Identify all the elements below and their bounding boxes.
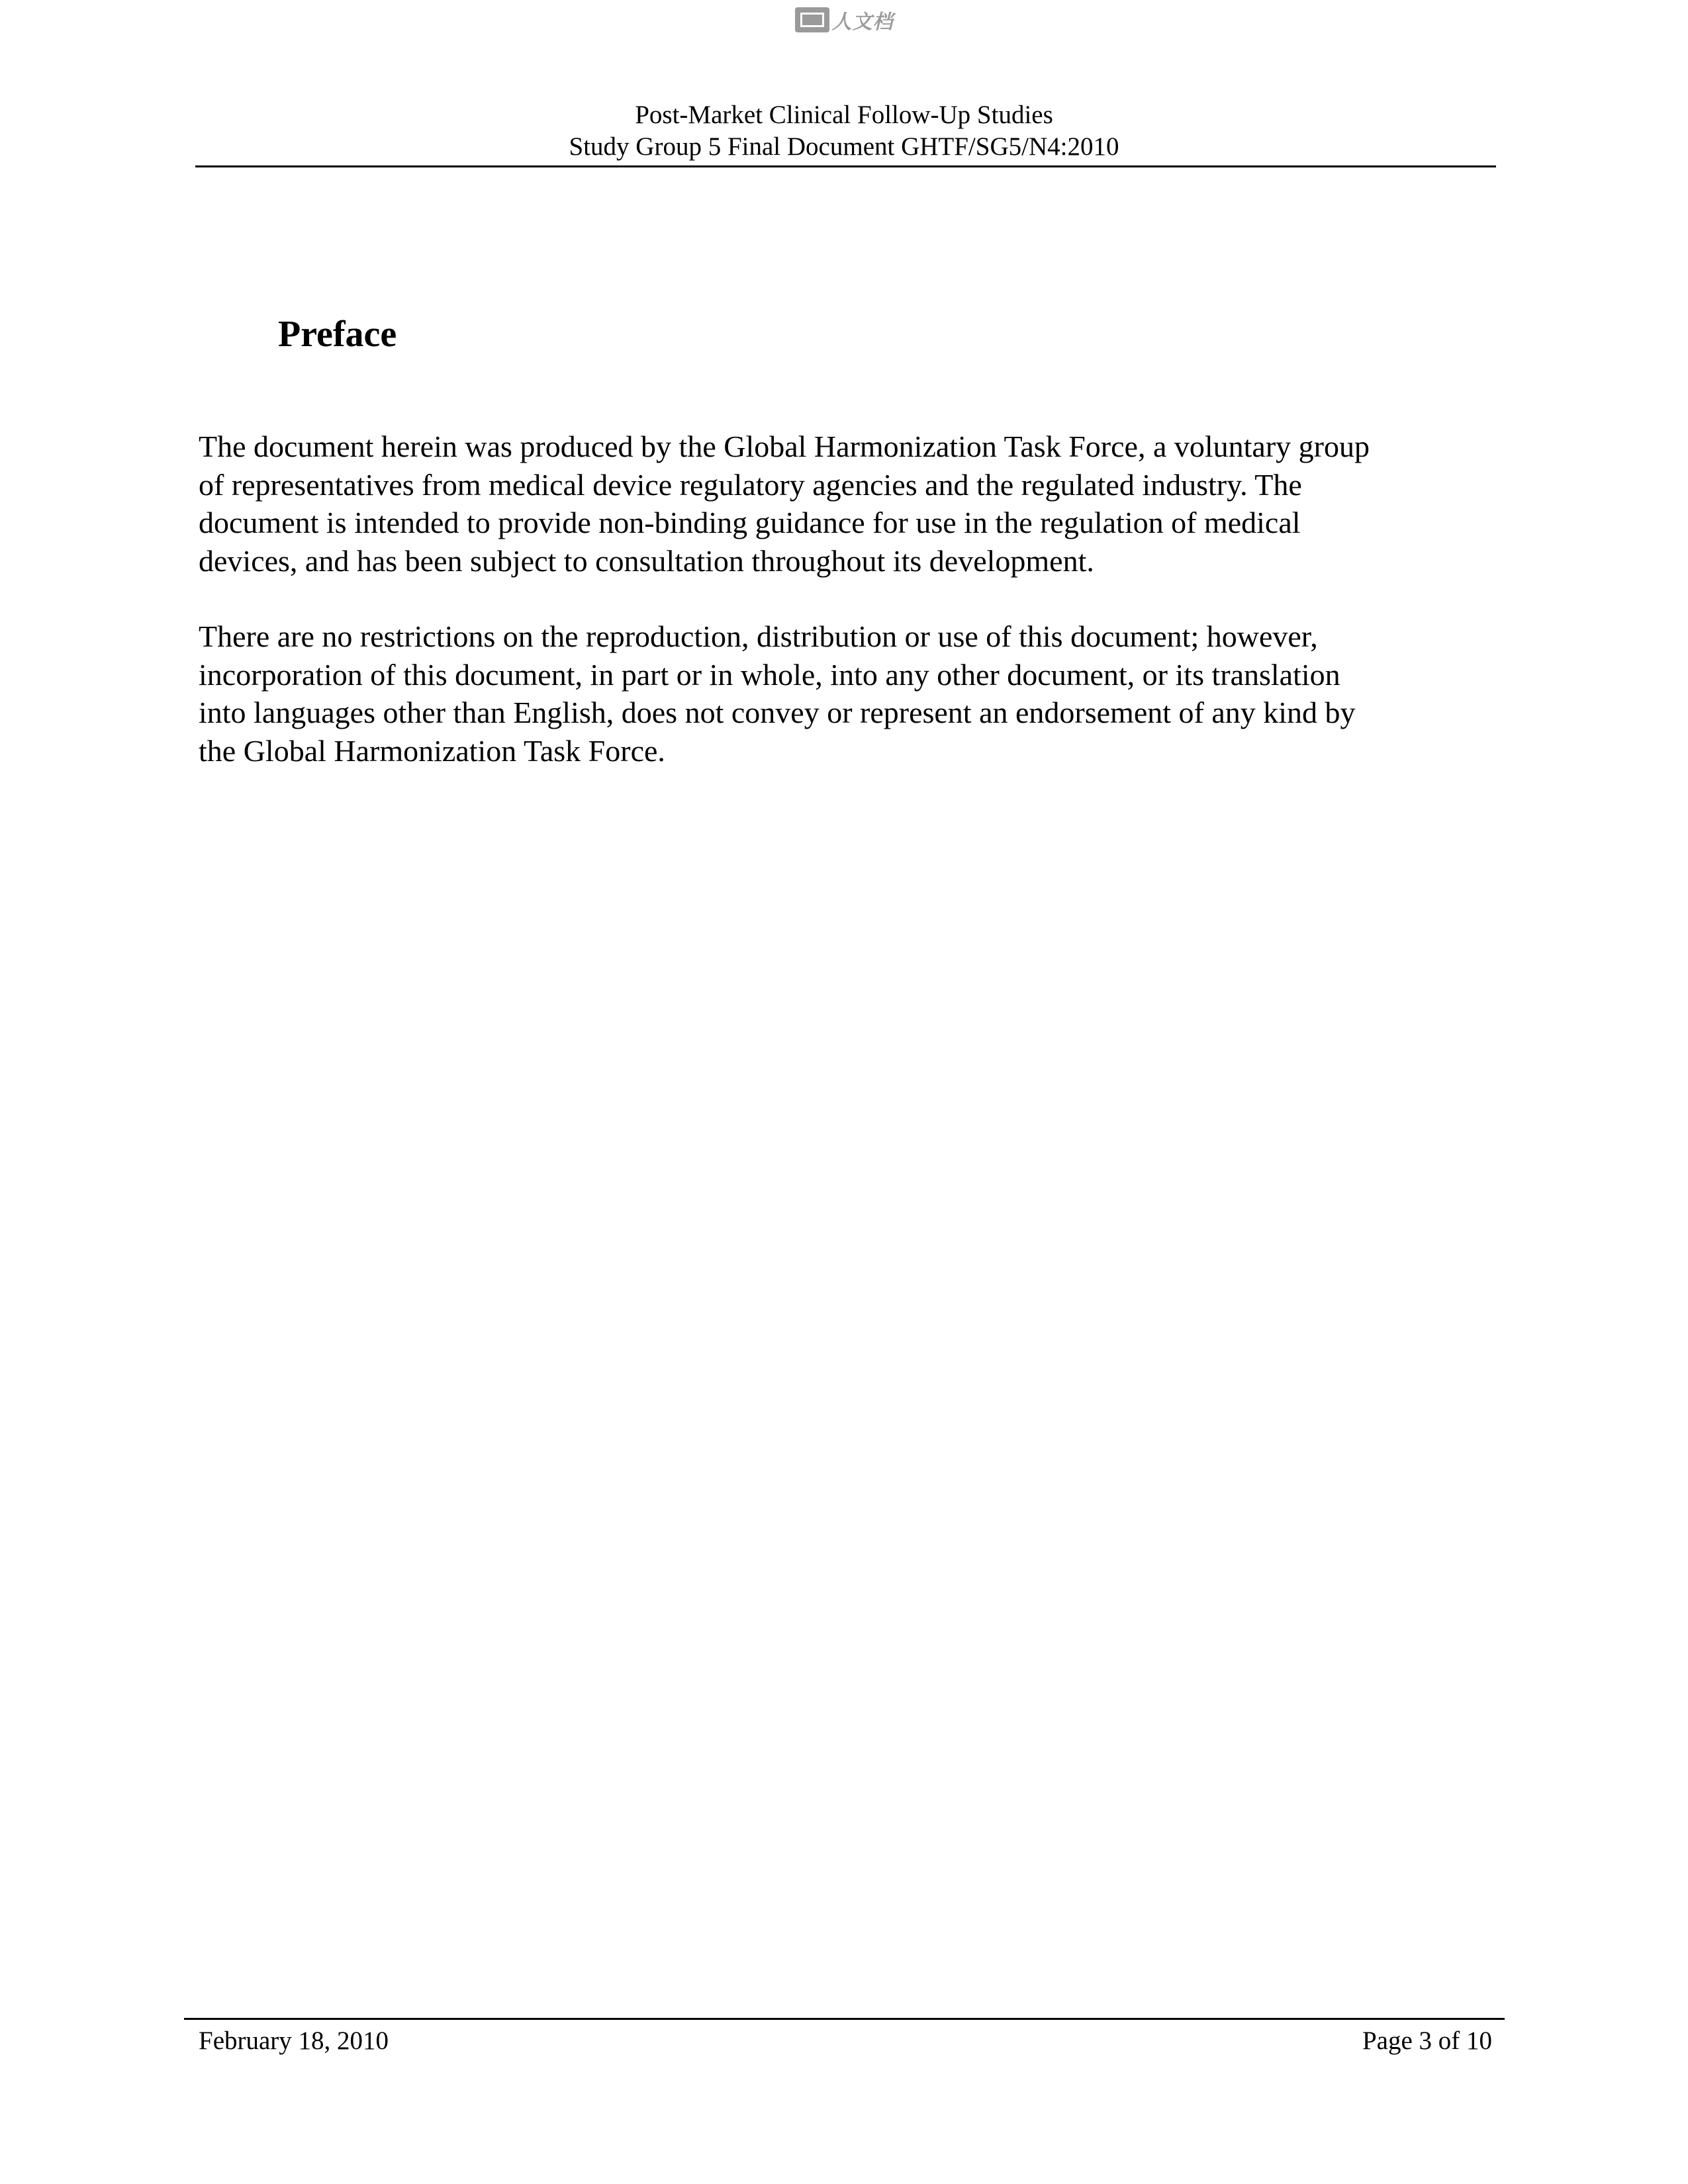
watermark-logo (795, 5, 894, 34)
body-text (199, 428, 1489, 807)
paragraph: The document herein was produced by the Global Harmonization Task Force, a voluntary group of representatives from medical device regulatory agencies and the regulated industry. The document is intended to provide non-binding guidance for use in the regulation of medical devices, and has been subject to consultation throughout its development. (199, 430, 1370, 578)
header-document-id: Study Group 5 Final Document GHTF/SG5/N4:2010 (569, 132, 1119, 161)
header-title: Post-Market Clinical Follow-Up Studies (635, 101, 1053, 129)
header-divider (195, 165, 1496, 167)
section-heading: Preface (278, 314, 397, 355)
footer-divider (184, 2018, 1505, 2020)
page-header (195, 99, 1493, 163)
footer-date: February 18, 2010 (199, 2026, 389, 2055)
watermark (0, 5, 1688, 36)
paragraph: There are no restrictions on the reproduction, distribution or use of this document; however, incorporation of this document, in part or in whole, into any other document, or its translation into languages other than English, does not convey or represent an endorsement of any kind by the Global Harmonization Task Force. (199, 619, 1356, 768)
page-number: Page 3 of 10 (1362, 2026, 1492, 2055)
watermark-logo-icon (795, 7, 829, 32)
watermark-text: 人文档 (831, 11, 894, 34)
